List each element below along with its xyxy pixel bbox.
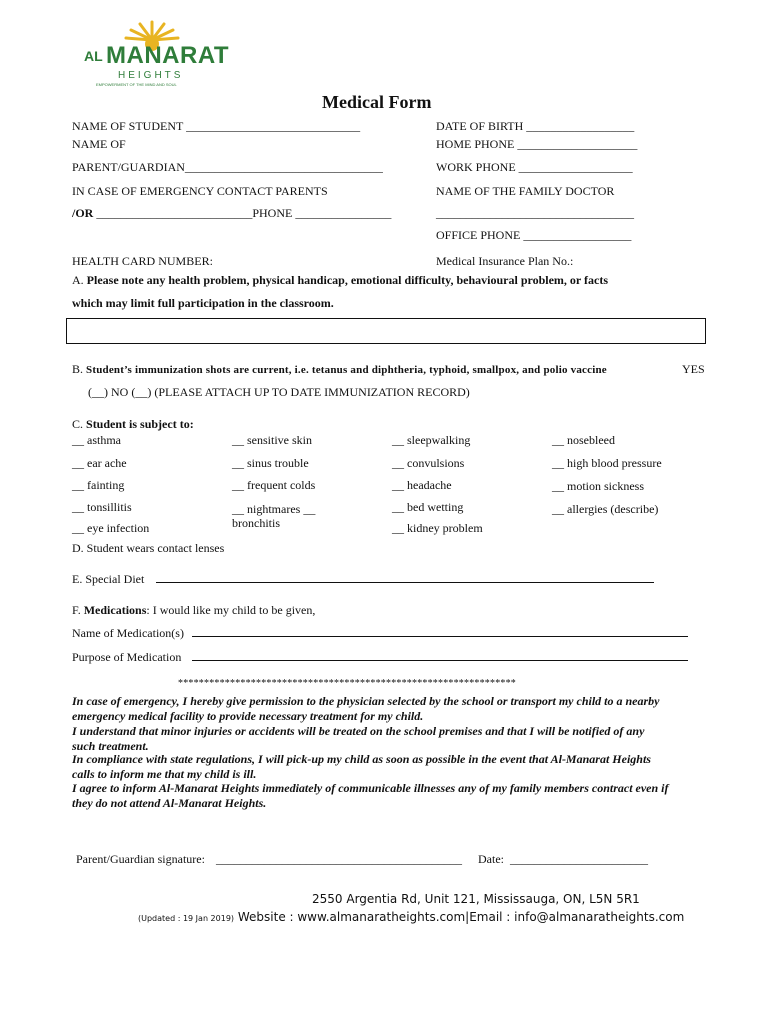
consent-line-2: emergency medical facility to provide necessary treatment for my child. <box>72 709 424 723</box>
section-a-text: Please note any health problem, physical handicap, emotional difficulty, behavioural problem, or facts <box>86 273 609 287</box>
office-phone-field[interactable]: OFFICE PHONE __________________ <box>436 228 632 242</box>
section-d-contact-lenses[interactable]: D. Student wears contact lenses <box>72 541 225 555</box>
condition-sinus-trouble[interactable]: __ sinus trouble <box>232 456 309 470</box>
page-title: Medical Form <box>322 92 432 112</box>
section-a-label: A. <box>72 273 84 287</box>
section-b-yes[interactable]: YES <box>682 362 705 376</box>
footer-address: 2550 Argentia Rd, Unit 121, Mississauga, ON, L5N 5R1 <box>312 892 640 906</box>
section-f-text: : I would like my child to be given, <box>146 603 316 617</box>
section-b-text: Student’s immunization shots are current, i.e. tetanus and diphtheria, typhoid, smallpox, and polio vaccine <box>86 364 607 376</box>
condition-nosebleed[interactable]: __ nosebleed <box>552 433 615 447</box>
date-label: Date: <box>478 852 504 866</box>
section-b-line2[interactable]: (__) NO (__) (PLEASE ATTACH UP TO DATE IMMUNIZATION RECORD) <box>88 385 470 399</box>
consent-line-6: calls to inform me that my child is ill. <box>72 767 257 781</box>
consent-line-5: In compliance with state regulations, I will pick-up my child as soon as possible in the event that Al-Manarat Heights <box>72 752 651 766</box>
date-of-birth-field[interactable]: DATE OF BIRTH __________________ <box>436 119 635 133</box>
section-c-label: C. <box>72 417 84 431</box>
condition-sensitive-skin[interactable]: __ sensitive skin <box>232 433 312 447</box>
condition-tonsillitis[interactable]: __ tonsillitis <box>72 500 132 514</box>
section-f-heading <box>72 603 315 618</box>
condition-frequent-colds[interactable]: __ frequent colds <box>232 478 316 492</box>
name-of-student-field[interactable]: NAME OF STUDENT _____________________________ <box>72 119 361 133</box>
signature-label: Parent/Guardian signature: <box>76 852 205 866</box>
condition-fainting[interactable]: __ fainting <box>72 478 125 492</box>
section-e-special-diet: E. Special Diet <box>72 572 145 586</box>
insurance-label: Medical Insurance Plan No.: <box>436 254 574 268</box>
logo-name: MANARAT <box>106 42 230 69</box>
logo-tagline: EMPOWERMENT OF THE MIND AND SOUL <box>96 82 177 87</box>
or-phone-field[interactable] <box>72 206 391 221</box>
medication-name-label: Name of Medication(s) <box>72 626 184 640</box>
footer-contact: Website : www.almanaratheights.com|Email : info@almanaratheights.com <box>237 910 685 924</box>
logo-sub: HEIGHTS <box>118 70 184 81</box>
condition-allergies[interactable]: __ allergies (describe) <box>552 502 659 516</box>
condition-sleepwalking[interactable]: __ sleepwalking <box>392 433 471 447</box>
footer-contact-line <box>138 910 684 924</box>
health-card-label: HEALTH CARD NUMBER: <box>72 254 213 268</box>
condition-nightmares[interactable]: __ nightmares __ <box>232 502 316 516</box>
consent-line-7: I agree to inform Al-Manarat Heights immediately of communicable illnesses any of my family members contract even if <box>72 781 669 795</box>
condition-motion-sickness[interactable]: __ motion sickness <box>552 479 644 493</box>
condition-kidney-problem[interactable]: __ kidney problem <box>392 521 483 535</box>
section-a-line2: which may limit full participation in the classroom. <box>72 296 334 310</box>
logo-al: AL <box>84 48 103 64</box>
or-label: /OR <box>72 206 94 220</box>
section-b-label: B. <box>72 362 84 376</box>
section-a-line1 <box>72 273 608 288</box>
medication-name-line[interactable] <box>192 636 688 637</box>
footer-updated: (Updated : 19 Jan 2019) <box>138 914 235 923</box>
school-logo <box>84 18 230 88</box>
condition-ear-ache[interactable]: __ ear ache <box>72 456 127 470</box>
condition-headache[interactable]: __ headache <box>392 478 452 492</box>
condition-bed-wetting[interactable]: __ bed wetting <box>392 500 464 514</box>
medication-purpose-line[interactable] <box>192 660 688 661</box>
section-f-label: F. <box>72 603 81 617</box>
family-doctor-label: NAME OF THE FAMILY DOCTOR <box>436 184 615 198</box>
section-f-title: Medications <box>83 603 147 617</box>
condition-bronchitis[interactable]: bronchitis <box>232 516 280 530</box>
signature-line[interactable]: _________________________________________ <box>216 852 462 866</box>
emergency-contact-label: IN CASE OF EMERGENCY CONTACT PARENTS <box>72 184 328 198</box>
home-phone-field[interactable]: HOME PHONE ____________________ <box>436 137 638 151</box>
or-phone-line: __________________________PHONE ________________ <box>93 206 392 220</box>
condition-asthma[interactable]: __ asthma <box>72 433 121 447</box>
medication-purpose-label: Purpose of Medication <box>72 650 182 664</box>
consent-line-1: In case of emergency, I hereby give permission to the physician selected by the school or transport my child to a nearby <box>72 694 660 708</box>
name-of-label: NAME OF <box>72 137 126 151</box>
condition-eye-infection[interactable]: __ eye infection <box>72 521 150 535</box>
parent-guardian-field[interactable]: PARENT/GUARDIAN_________________________________ <box>72 160 383 174</box>
work-phone-field[interactable]: WORK PHONE ___________________ <box>436 160 633 174</box>
consent-line-8: they do not attend Al-Manarat Heights. <box>72 796 267 810</box>
health-problem-input[interactable] <box>66 318 706 344</box>
consent-line-3: I understand that minor injuries or accidents will be treated on the school premises and that I will be notified of any <box>72 724 645 738</box>
family-doctor-field[interactable]: _________________________________ <box>436 206 634 220</box>
separator: ***************************************************************** <box>178 678 516 689</box>
condition-high-blood-pressure[interactable]: __ high blood pressure <box>552 456 662 470</box>
consent-line-4: such treatment. <box>72 739 149 753</box>
section-c-title: Student is subject to: <box>86 417 194 431</box>
condition-convulsions[interactable]: __ convulsions <box>392 456 465 470</box>
section-c-heading <box>72 417 194 432</box>
date-line[interactable]: _______________________ <box>510 852 648 866</box>
special-diet-line[interactable] <box>156 582 654 583</box>
section-b-line1 <box>72 362 607 377</box>
